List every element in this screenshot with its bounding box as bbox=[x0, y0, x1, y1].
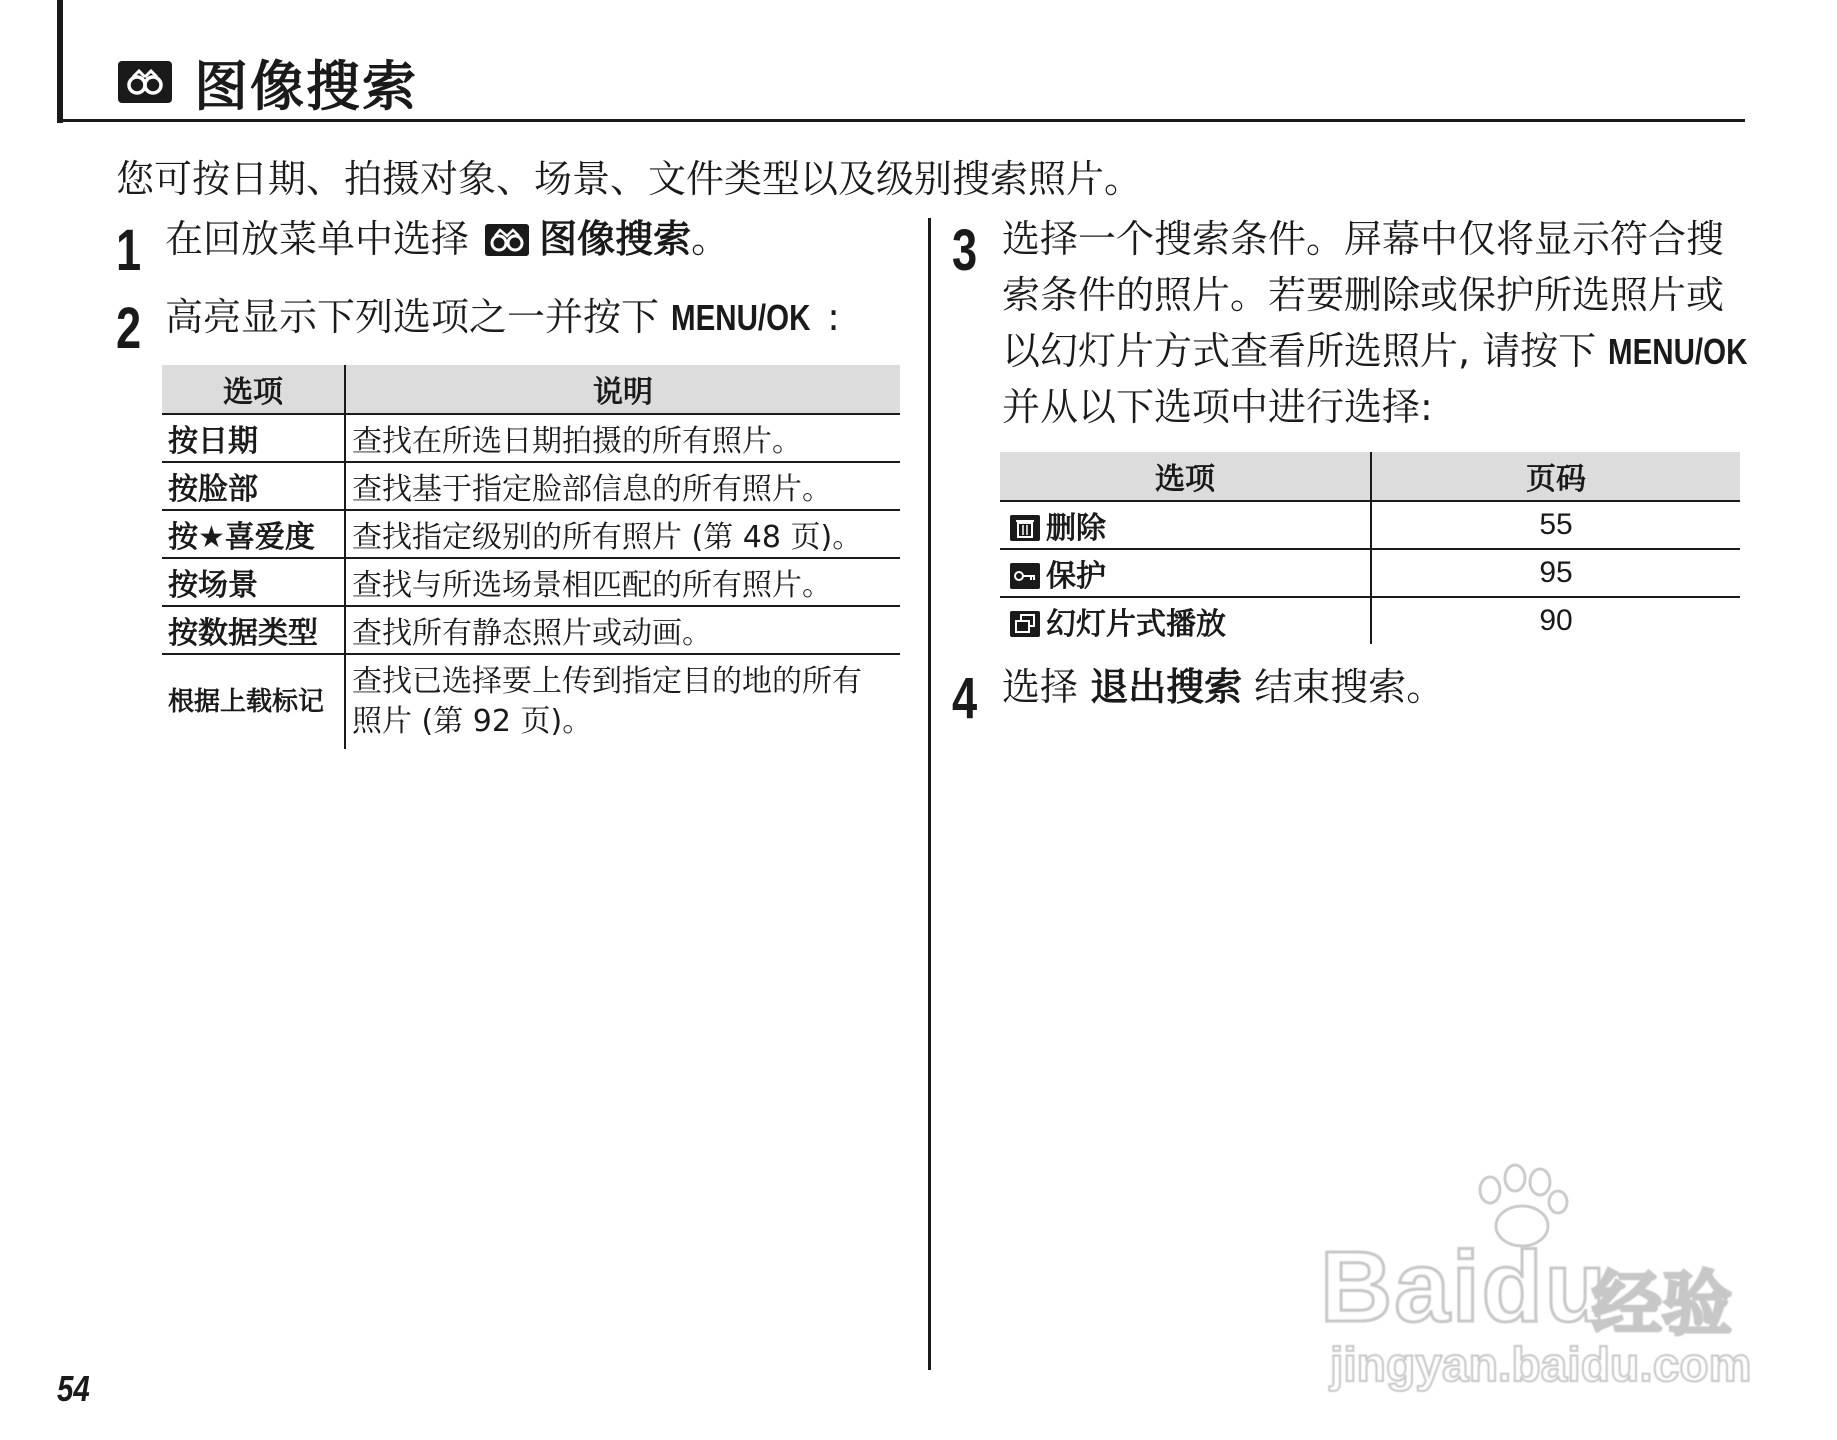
search-options-table bbox=[162, 365, 900, 749]
desc-line: 查找已选择要上传到指定目的地的所有 bbox=[352, 664, 862, 699]
title-side-bar bbox=[57, 0, 63, 123]
step-2-number: 2 bbox=[116, 296, 142, 361]
option-cell: 按日期 bbox=[162, 414, 345, 462]
page-title bbox=[118, 42, 418, 122]
table-row bbox=[1000, 549, 1740, 597]
actions-table bbox=[1000, 452, 1740, 644]
option-cell: 按★喜爱度 bbox=[162, 510, 345, 558]
binoculars-icon bbox=[485, 224, 529, 256]
baidu-watermark bbox=[1300, 1160, 1760, 1400]
step-3-line-3 bbox=[1002, 322, 1764, 381]
table-header: 选项 bbox=[162, 365, 345, 414]
table-row bbox=[162, 414, 900, 462]
step-3-number: 3 bbox=[952, 218, 978, 283]
option-cell: 根据上载标记 bbox=[168, 687, 325, 717]
table-row bbox=[1000, 501, 1740, 549]
step-3-line-1: 选择一个搜索条件。屏幕中仅将显示符合搜 bbox=[1002, 217, 1725, 261]
column-divider bbox=[928, 218, 931, 1370]
step-2-text bbox=[165, 288, 840, 347]
table-header: 页码 bbox=[1371, 452, 1740, 501]
step-2-pre: 高亮显示下列选项之一并按下 bbox=[165, 295, 660, 339]
desc-cell: 查找所有静态照片或动画。 bbox=[345, 606, 900, 654]
step-2-post: : bbox=[827, 295, 840, 339]
desc-cell: 查找与所选场景相匹配的所有照片。 bbox=[345, 558, 900, 606]
option-cell bbox=[1000, 597, 1371, 644]
step-4-pre: 选择 bbox=[1002, 665, 1079, 709]
menu-ok-label: MENU/OK bbox=[671, 297, 811, 338]
watermark-brand: Baidu bbox=[1320, 1231, 1608, 1343]
table-row bbox=[162, 558, 900, 606]
table-row bbox=[162, 606, 900, 654]
desc-cell: 查找在所选日期拍摄的所有照片。 bbox=[345, 414, 900, 462]
option-cell: 按脸部 bbox=[162, 462, 345, 510]
desc-cell: 查找指定级别的所有照片 (第 48 页)。 bbox=[345, 510, 900, 558]
step-3-line-3-text: 以幻灯片方式查看所选照片, 请按下 bbox=[1002, 329, 1597, 373]
option-label: 删除 bbox=[1046, 511, 1106, 546]
intro-text: 您可按日期、拍摄对象、场景、文件类型以及级别搜索照片。 bbox=[116, 157, 1143, 201]
trash-icon bbox=[1010, 515, 1040, 541]
option-cell: 按场景 bbox=[162, 558, 345, 606]
table-header-row bbox=[162, 365, 900, 414]
key-icon bbox=[1010, 563, 1040, 589]
option-label: 保护 bbox=[1046, 559, 1106, 594]
table-row bbox=[162, 462, 900, 510]
slideshow-icon bbox=[1010, 611, 1040, 637]
option-cell: 按数据类型 bbox=[162, 606, 345, 654]
binoculars-icon bbox=[118, 61, 172, 103]
option-cell bbox=[1000, 501, 1371, 549]
step-3-line-2: 索条件的照片。若要删除或保护所选照片或 bbox=[1002, 273, 1725, 317]
table-row bbox=[162, 654, 900, 749]
step-1-post: 。 bbox=[691, 217, 730, 261]
page-cell: 55 bbox=[1371, 501, 1740, 549]
menu-ok-label: MENU/OK bbox=[1608, 331, 1748, 372]
title-text: 图像搜索 bbox=[194, 54, 418, 118]
step-1-bold: 图像搜索 bbox=[539, 217, 692, 261]
table-row bbox=[1000, 597, 1740, 644]
step-4-number: 4 bbox=[952, 666, 978, 731]
table-header: 选项 bbox=[1000, 452, 1371, 501]
step-4-post: 结束搜索。 bbox=[1254, 665, 1445, 709]
step-4-bold: 退出搜索 bbox=[1090, 665, 1243, 709]
step-1-text bbox=[165, 210, 729, 268]
watermark-url: jingyan.baidu.com bbox=[1330, 1339, 1752, 1392]
table-row bbox=[162, 510, 900, 558]
option-cell bbox=[1000, 549, 1371, 597]
page-number: 54 bbox=[57, 1368, 90, 1409]
step-4-text bbox=[1002, 658, 1444, 716]
watermark-brand-cn: 经验 bbox=[1592, 1263, 1732, 1345]
page-cell: 90 bbox=[1371, 597, 1740, 644]
desc-cell: 查找基于指定脸部信息的所有照片。 bbox=[345, 462, 900, 510]
table-header: 说明 bbox=[345, 365, 900, 414]
step-1-number: 1 bbox=[116, 218, 142, 283]
page-cell: 95 bbox=[1371, 549, 1740, 597]
step-1-pre: 在回放菜单中选择 bbox=[165, 217, 470, 261]
option-label: 幻灯片式播放 bbox=[1046, 607, 1226, 642]
desc-cell bbox=[345, 654, 900, 749]
desc-line: 照片 (第 92 页)。 bbox=[352, 704, 593, 739]
table-header-row bbox=[1000, 452, 1740, 501]
step-3-line-4: 并从以下选项中进行选择: bbox=[1002, 385, 1433, 429]
